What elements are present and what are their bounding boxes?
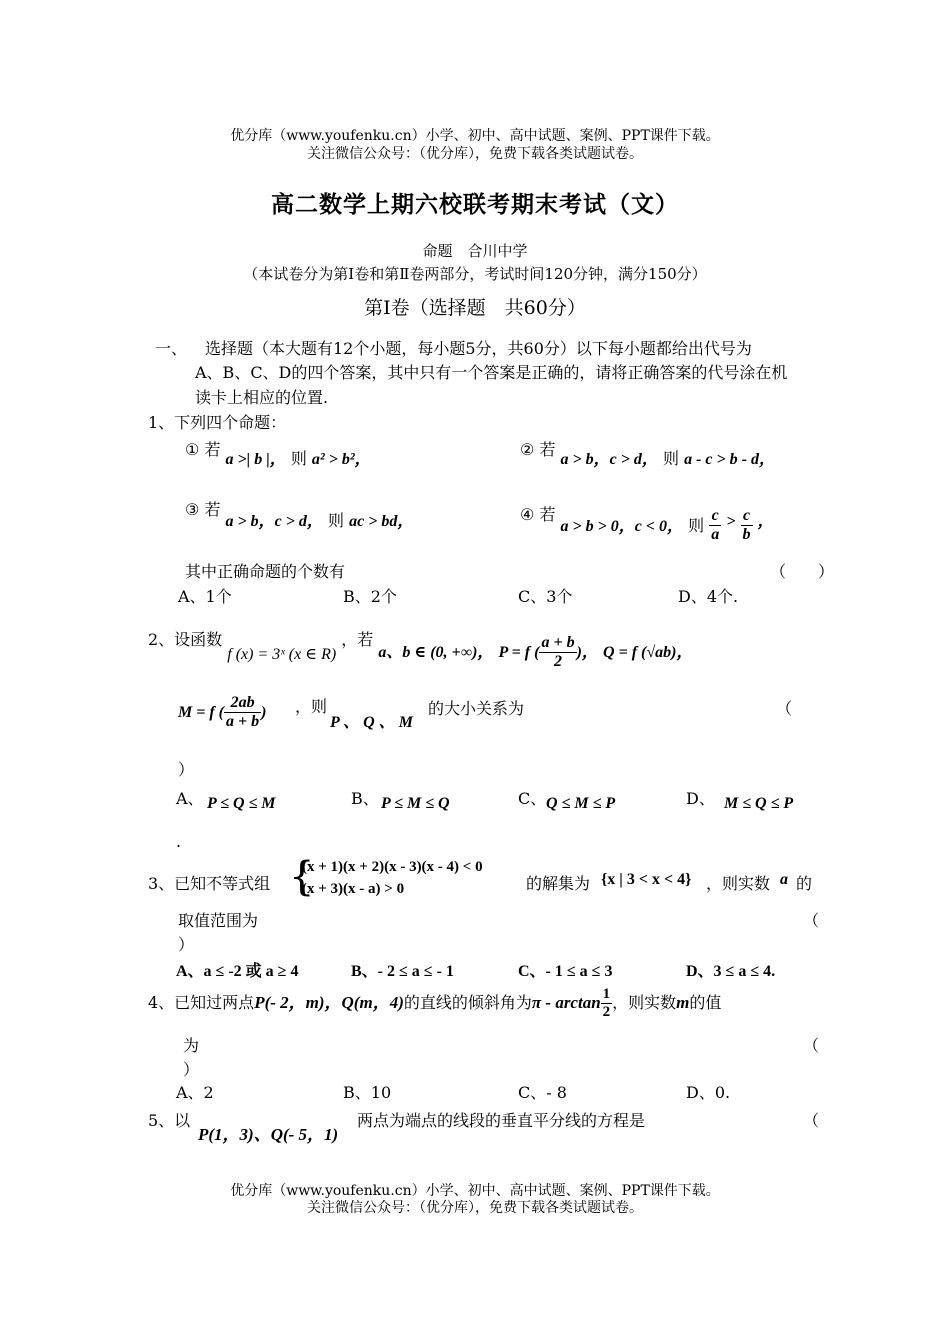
q1-stem: 1、下列四个命题： xyxy=(148,413,287,432)
q1-answer-paren: （ ） xyxy=(770,562,835,581)
section1-line-2: A、B、C、D的四个答案，其中只有一个答案是正确的，请将正确答案的代号涂在机 xyxy=(195,363,788,382)
q4-angle: π - arctan xyxy=(531,993,601,1012)
section1-number: 一、 xyxy=(155,339,188,358)
q3-paren-open: （ xyxy=(803,911,820,930)
q1-p3-result: ac > bd， xyxy=(349,513,414,530)
q3-solution-set: {x | 3 < x < 4} xyxy=(601,871,692,888)
q2-relation: 的大小关系为 xyxy=(428,699,525,718)
q2-ruo: ，若 xyxy=(341,630,374,649)
q4-option-d: D、0. xyxy=(686,1083,731,1102)
q4-paren-open: （ xyxy=(803,1036,820,1055)
footer-line-2: 关注微信公众号：（优分库），免费下载各类试题试卷。 xyxy=(307,1200,643,1216)
q3-paren-close: ） xyxy=(178,935,195,954)
q3-option-a: A、a ≤ -2 或 a ≥ 4 xyxy=(176,963,299,980)
q3-var: a xyxy=(780,871,788,888)
q1-option-c: C、3个 xyxy=(518,587,573,606)
q4-option-b: B、10 xyxy=(343,1083,392,1102)
q1-p2-label: ② xyxy=(520,440,535,459)
q3-brace: { xyxy=(289,854,315,900)
q1-proposition-4 xyxy=(520,497,774,543)
q1-option-d: D、4个. xyxy=(678,587,739,606)
q4-stem: 4、已知过两点 xyxy=(148,993,255,1012)
q3-stem: 3、已知不等式组 xyxy=(148,874,271,893)
q1-p3-label: ③ xyxy=(185,500,200,519)
q1-p4-tail: ， xyxy=(757,513,774,530)
q3-option-b: B、- 2 ≤ a ≤ - 1 xyxy=(351,963,454,980)
q2-dot: . xyxy=(176,832,182,851)
q1-proposition-1 xyxy=(185,437,371,468)
q1-p2-ruo: 若 xyxy=(539,440,556,459)
q4-tail-2: 的值 xyxy=(689,993,722,1012)
q1-p4-fraction-1: $\frac{c}{a}$ xyxy=(711,507,720,543)
q2-line-1 xyxy=(148,622,693,670)
section1-line-1: 选择题（本大题有12个小题，每小题5分，共60分）以下每小题都给出代号为 xyxy=(205,339,752,358)
q1-p4-fraction-2: $\frac{c}{b}$ xyxy=(742,507,751,543)
q1-p3-ze: 则 xyxy=(327,511,344,530)
q1-p1-result: a² > b²， xyxy=(311,451,371,468)
header-line-2: 关注微信公众号：（优分库），免费下载各类试题试卷。 xyxy=(307,146,643,162)
q3-line-2: 取值范围为 xyxy=(178,911,259,930)
q4-line-1 xyxy=(148,986,721,1021)
q3-tail: ，则实数 xyxy=(706,874,771,893)
q1-p4-gt: > xyxy=(726,513,736,530)
q4-fraction: $\frac{1}{2}$ xyxy=(602,986,611,1020)
q2-line-2 xyxy=(178,694,266,731)
q1-option-b: B、2个 xyxy=(343,587,397,606)
q4-paren-close: ） xyxy=(183,1060,200,1079)
q2-option-d: M ≤ Q ≤ P xyxy=(724,795,794,812)
q3-option-c: C、- 1 ≤ a ≤ 3 xyxy=(518,963,613,980)
q1-p4-ze: 则 xyxy=(688,516,705,535)
q1-option-a: A、1个 xyxy=(178,587,232,606)
exam-note: （本试卷分为第Ⅰ卷和第Ⅱ卷两部分，考试时间120分钟，满分150分） xyxy=(243,265,707,283)
q5-stem: 5、以 xyxy=(148,1111,191,1130)
q1-proposition-3 xyxy=(185,497,414,530)
header-line-1: 优分库（www.youfenku.cn）小学、初中、高中试题、案例、PPT课件下载。 xyxy=(230,128,720,144)
section1-line-3: 读卡上相应的位置. xyxy=(195,388,329,407)
q2-function: f (x) = 3ˣ (x ∈ R) xyxy=(227,646,337,663)
q3-inequality-1: (x + 1)(x + 2)(x - 3)(x - 4) < 0 xyxy=(302,859,483,875)
q1-p2-ze: 则 xyxy=(662,449,679,468)
q1-p3-condition: a > b，c > d， xyxy=(225,513,323,530)
q2-option-a: P ≤ Q ≤ M xyxy=(207,795,276,812)
part1-title: 第Ⅰ卷（选择题 共60分） xyxy=(364,297,586,319)
q3-tail-2: 的 xyxy=(796,874,813,893)
q1-p3-ruo: 若 xyxy=(204,500,221,519)
q2-option-b: P ≤ M ≤ Q xyxy=(381,795,450,812)
q2-option-d-label: D、 xyxy=(686,789,715,808)
q4-mid: 的直线的倾斜角为 xyxy=(403,993,532,1012)
q1-p1-condition: a >| b |， xyxy=(225,451,286,468)
q1-question: 其中正确命题的个数有 xyxy=(185,562,346,581)
q5-paren-open: （ xyxy=(803,1111,820,1130)
q4-option-a: A、2 xyxy=(176,1083,214,1102)
q1-p1-ze: 则 xyxy=(290,449,307,468)
q2-M-close: ) xyxy=(261,704,267,721)
q2-paren-close: ） xyxy=(178,760,195,779)
q5-points: P(1，3)、Q(- 5，1) xyxy=(198,1125,339,1144)
q3-mid: 的解集为 xyxy=(526,874,591,893)
q1-p4-condition: a > b > 0，c < 0， xyxy=(560,518,684,535)
q3-inequality-2: (x + 3)(x - a) > 0 xyxy=(302,881,405,897)
q4-option-c: C、- 8 xyxy=(518,1083,567,1102)
author-line: 命题 合川中学 xyxy=(422,242,528,260)
q2-M-def: M = f ( xyxy=(178,704,224,721)
q2-condition: a、b ∈ (0, +∞)， xyxy=(378,644,494,661)
q1-p1-ruo: 若 xyxy=(204,440,221,459)
q1-p4-ruo: 若 xyxy=(539,505,556,524)
q2-M-fraction: $\frac{2ab}{a + b}$ xyxy=(226,694,260,730)
q2-option-a-label: A、 xyxy=(176,789,204,808)
q2-Q-def: Q = f (√ab)， xyxy=(603,644,693,661)
page-title: 高二数学上期六校联考期末考试（文） xyxy=(271,191,679,218)
q2-P-close: )， xyxy=(576,644,598,661)
q1-p2-condition: a > b，c > d， xyxy=(560,451,658,468)
q2-option-c-label: C、 xyxy=(518,789,547,808)
q2-option-c: Q ≤ M ≤ P xyxy=(546,795,616,812)
q3-option-d: D、3 ≤ a ≤ 4. xyxy=(686,963,776,980)
q5-tail: 两点为端点的线段的垂直平分线的方程是 xyxy=(357,1111,646,1130)
q2-option-b-label: B、 xyxy=(351,789,379,808)
q4-line-2: 为 xyxy=(183,1036,200,1055)
q2-paren-open: （ xyxy=(776,699,793,718)
q1-p2-result: a - c > b - d， xyxy=(684,451,775,468)
q2-ze: ，则 xyxy=(295,697,328,716)
q2-P-def: P = f ( xyxy=(498,644,540,661)
q2-vars: P 、 Q 、 M xyxy=(330,714,413,731)
q1-p1-label: ① xyxy=(185,440,200,459)
q1-p4-label: ④ xyxy=(520,505,535,524)
q4-var: m xyxy=(676,993,690,1012)
q2-P-fraction: $\frac{a + b}{2}$ xyxy=(541,634,575,670)
q4-tail: ，则实数 xyxy=(612,993,677,1012)
q2-stem: 2、设函数 xyxy=(148,630,223,649)
q4-points: P(- 2，m)，Q(m，4) xyxy=(254,993,404,1012)
q1-proposition-2 xyxy=(520,437,775,468)
footer-line-1: 优分库（www.youfenku.cn）小学、初中、高中试题、案例、PPT课件下载。 xyxy=(230,1183,720,1199)
